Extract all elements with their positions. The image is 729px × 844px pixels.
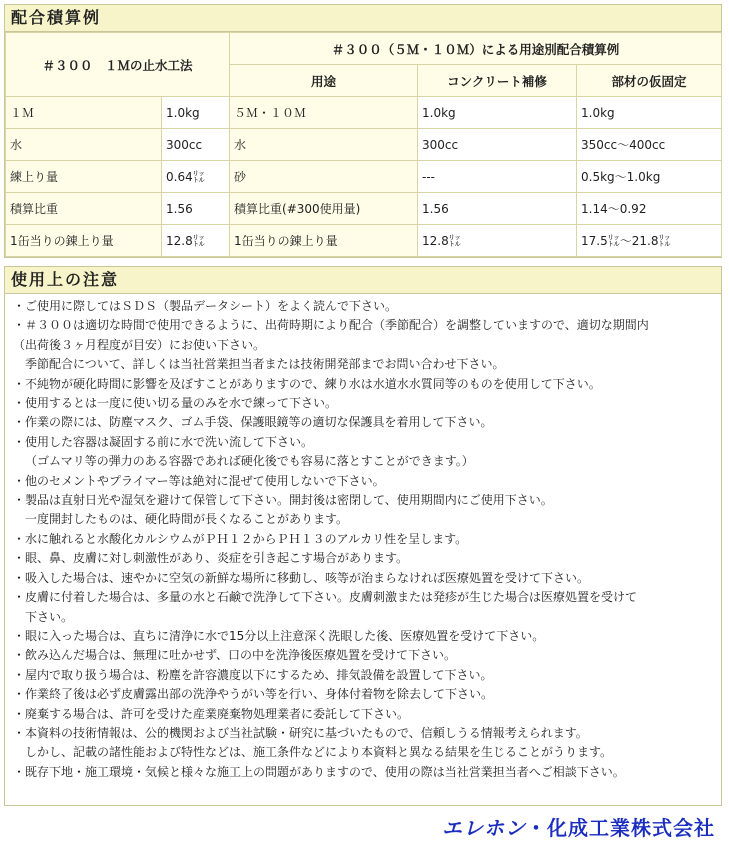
note-line: ・作業の際には、防塵マスク、ゴム手袋、保護眼鏡等の適切な保護具を着用して下さい。 [13,415,493,430]
table-cell: 0.64㍑ [162,161,230,193]
table-cell: 1.0kg [418,97,577,129]
table-header-row [6,33,722,65]
note-line: ・屋内で取り扱う場合は、粉塵を許容濃度以下にするため、排気設備を設置して下さい。 [13,667,493,682]
table-cell: 練上り量 [6,161,162,193]
company-name [442,812,715,841]
table-cell: 300cc [418,129,577,161]
note-line: ・他のセメントやプライマー等は絶対に混ぜて使用しないで下さい。 [13,473,385,488]
usage-notes-title: 使用上の注意 [5,267,721,294]
note-line: ・廃棄する場合は、許可を受けた産業廃棄物処理業者に委託して下さい。 [13,706,410,721]
table-cell: ５Ｍ・１０Ｍ [230,97,418,129]
mix-estimation-table [5,32,722,257]
table-cell: 300cc [162,129,230,161]
note-line: ・飲み込んだ場合は、無理に吐かせず、口の中を洗浄後医療処置を受けて下さい。 [13,648,457,663]
table-cell: 1.56 [162,193,230,225]
table-row [6,193,722,225]
table-cell: 1.0kg [577,97,722,129]
table-cell: 350cc～400cc [577,129,722,161]
right-header: ＃３００（５Ｍ・１０Ｍ）による用途別配合積算例 [230,33,722,65]
company-suffix: ・化成工業株式会社 [526,816,715,840]
table-cell: 1.56 [418,193,577,225]
table-cell: 12.8㍑ [418,225,577,257]
note-line: ・皮膚に付着した場合は、多量の水と石鹸で洗浄して下さい。皮膚刺激または発疹が生じた場合は医療処置を受けて [13,590,638,605]
note-line: ・眼に入った場合は、直ちに清浄に水で15分以上注意深く洗眼した後、医療処置を受けて下さい。 [13,628,545,643]
table-cell: 1.0kg [162,97,230,129]
table-cell: 積算比重 [6,193,162,225]
note-line: ・吸入した場合は、速やかに空気の新鮮な場所に移動し、咳等が治まらなければ医療処置を受けて下さい。 [13,570,590,585]
table-cell: 0.5kg～1.0kg [577,161,722,193]
table-cell: 積算比重(#300使用量) [230,193,418,225]
note-line: 一度開封したものは、硬化時間が長くなることがあります。 [25,512,349,527]
usage-notes-panel [4,266,722,806]
note-line: 季節配合について、詳しくは当社営業担当者または技術開発部までお問い合わせ下さい。 [25,357,505,372]
note-line: ・＃３００は適切な時間で使用できるように、出荷時期により配合（季節配合）を調整していますので、適切な期間内 [13,318,649,333]
note-line: ・本資料の技術情報は、公的機関および当社試験・研究に基づいたもので、信頼しうる情報考えられます。 [13,725,588,740]
table-cell: 水 [6,129,162,161]
table-cell: 12.8㍑ [162,225,230,257]
note-line: ・眼、鼻、皮膚に対し刺激性があり、炎症を引き起こす場合があります。 [13,551,409,566]
note-line: ・ご使用に際してはＳＤＳ（製品データシート）をよく読んで下さい。 [13,299,398,313]
usage-notes-list [5,294,721,788]
subheader-usage: 用途 [230,65,418,97]
note-line: しかし、記載の諸性能および特性などは、施工条件などにより本資料と異なる結果を生じることがうります。 [25,745,613,760]
table-cell: 水 [230,129,418,161]
note-line: ・水に触れると水酸化カルシウムがＰＨ１２からＰＨ１３のアルカリ性を呈します。 [13,531,468,546]
table-row [6,161,722,193]
table-cell: １Ｍ [6,97,162,129]
note-line: 下さい。 [25,609,74,624]
subheader-concrete-repair: コンクリート補修 [418,65,577,97]
table-row [6,97,722,129]
subheader-temporary-fixing: 部材の仮固定 [577,65,722,97]
table-row [6,129,722,161]
note-line: ・製品は直射日光や湿気を避けて保管して下さい。開封後は密閉して、使用期間内にご使用下さい。 [13,493,553,508]
note-line: ・不純物が硬化時間に影響を及ぼすことがありますので、練り水は水道水水質同等のものを使用して下さい。 [13,376,601,391]
table-cell: --- [418,161,577,193]
table-row [6,225,722,257]
brand-logo-text: エレホン [442,816,526,840]
note-line: ・使用した容器は凝固する前に水で洗い流して下さい。 [13,434,314,449]
note-line: ・既存下地・施工環境・気候と様々な施工上の問題がありますので、使用の際は当社営業担当者へご相談下さい。 [13,764,625,779]
table-cell: 砂 [230,161,418,193]
table-cell: 1缶当りの錬上り量 [230,225,418,257]
note-line: （出荷後３ヶ月程度が目安）にお使い下さい。 [13,337,266,352]
note-line: （ゴムマリ等の弾力のある容器であれば硬化後でも容易に落とすことができます。） [25,454,474,469]
table-cell: 1缶当りの錬上り量 [6,225,162,257]
table-cell: 17.5㍑～21.8㍑ [577,225,722,257]
mix-estimation-panel [4,4,722,258]
left-header: ＃３００ １Ｍの止水工法 [6,33,230,97]
mix-estimation-title: 配合積算例 [5,5,721,32]
table-cell: 1.14～0.92 [577,193,722,225]
note-line: ・使用するとは一度に使い切る量のみを水で練って下さい。 [13,396,338,411]
note-line: ・作業終了後は必ず皮膚露出部の洗浄やうがい等を行い、身体付着物を除去して下さい。 [13,687,494,702]
